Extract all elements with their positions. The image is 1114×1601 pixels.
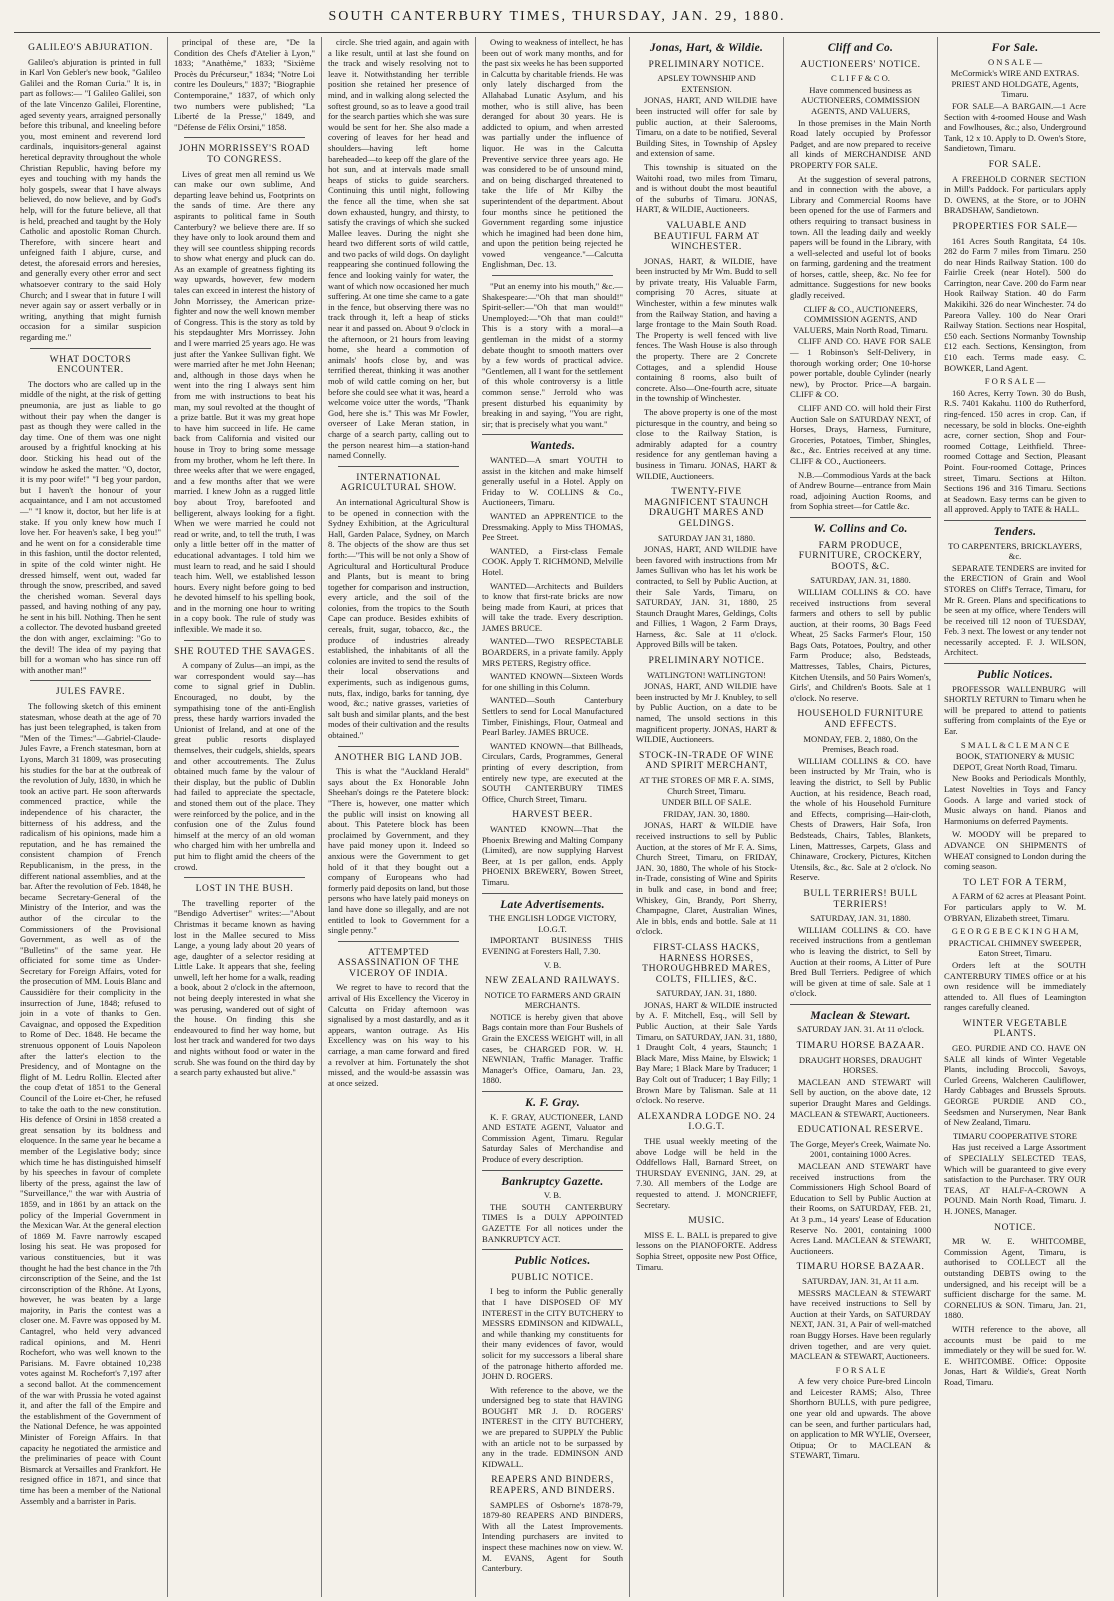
article-heading: PRELIMINARY NOTICE.: [648, 58, 765, 70]
paragraph: WANTED KNOWN—That the Phoenix Brewing and Malting Company (Limited), are now supplying Harvest Beer, at 1s per gallon, ends. Apply PHOENIX BREWERY, Bowen Street, Timaru.: [482, 823, 623, 887]
paragraph: GEO. PURDIE AND CO. HAVE ON SALE all kinds of Winter Vegetable Plants, including Broccoli, Savoys, Curled Greens, Walcheren Cauliflower, Hardy Cabbages and Brussels Sprouts. GEORGE PURDIE AND CO., Seedsmen and Nurserymen, Near Bank of New Zealand, Timaru.: [944, 1043, 1086, 1128]
article-heading: NEW ZEALAND RAILWAYS.: [485, 975, 620, 987]
section-rule: [482, 1249, 623, 1250]
article-heading: AUCTIONEERS' NOTICE.: [800, 58, 921, 70]
centered-line: C L I F F & C O.: [831, 73, 890, 84]
paragraph: At the suggestion of several patrons, and in connection with the above, a Library and Commercial Rooms have been opened for the use of Farmers and others requiring to transact business in town. All the leading daily and weekly papers will be found in the Library, with a well-selected and useful lot of books on farming, gardening and the treatment of horses, cattle, sheep, &c. No fee for admittance. Suggestions for new books gladly received.: [790, 173, 931, 301]
paragraph: WANTED an APPRENTICE to the Dressmaking. Apply to Miss THOMAS, Pee Street.: [482, 510, 623, 543]
masthead: SOUTH CANTERBURY TIMES, THURSDAY, JAN. 29, 1880.: [14, 6, 1100, 33]
centered-line: The Gorge, Meyer's Creek, Waimate No. 2001, containing 1000 Acres.: [790, 1138, 931, 1160]
centered-line: G E O R G E B E C K I N G H A M,: [951, 926, 1079, 937]
centered-line: THE ENGLISH LODGE VICTORY, I.O.G.T.: [488, 913, 617, 934]
paragraph: With reference to the above, we the undersigned beg to state that HAVING BOUGHT MR J. D. ROGERS' INTEREST in the CITY BUTCHERY, we are prepared to SUPPLY the Public with an article not to be surpassed by any in the trade. EDMINSON AND KIDWALL.: [482, 1384, 623, 1469]
paragraph: WANTED—Architects and Builders to know that first-rate bricks are now being made from Kauri, at prices that will take the trade. Every description. JAMES BRUCE.: [482, 580, 623, 633]
centered-line: O N S A L E —: [987, 56, 1043, 67]
article-heading: ATTEMPTED ASSASSINATION OF THE VICEROY OF INDIA.: [337, 946, 460, 979]
column-rule: [184, 877, 305, 878]
paragraph: SEPARATE TENDERS are invited for the ERECTION of Grain and Wool STORES on Cliff's Terrace, Timaru, for Mr R. Green. Plans and specifications to be seen at my office, where Tenders will be received till 12 noon of TUESDAY, Feb. 3 next. The lowest or any tender not necessarily accepted. F. J. WILSON, Architect.: [944, 562, 1086, 658]
centered-line: BOOK, STATIONERY & MUSIC DEPOT, Great North Road, Timaru.: [952, 751, 1078, 772]
paragraph: WILLIAM COLLINS & CO. have been instructed by Mr Train, who is leaving the district, to Sell by Public Auction, at his residence, Beach road, the whole of his Household Furniture and Effects, comprising—Hair-cloth, Chests of Drawers, Hair Sofa, Iron Bedsteads, Chairs, Tables, Blankets, Linen, Mattresses, Carpets, Glass and Chinaware, Crockery, Pictures, Kitchen Utensils, &c., &c. Sale at 2 o'clock. No Reserve.: [790, 755, 931, 883]
paragraph: The above property is one of the most picturesque in the country, and being so close to the Railway Station, is admirably adapted for a country residence for any gentleman having a business in Timaru. JONAS, HART & WILDIE, Auctioneers.: [636, 407, 777, 481]
paragraph: JONAS, HART, AND WILDIE have been favored with instructions from Mr James Sullivan who has let his work be contracted, to Sell by Public Auction, at their Sale Yards, Timaru, on SATURDAY, JAN. 31, 1880, 25 Staunch Draught Mares, Geldings, Colts and Fillies, 1 Wagon, 2 Farm Drays, Harness, &c. Sale at 11 o'clock. Approved Bills will be taken.: [636, 544, 777, 650]
column-5: [630, 37, 784, 1597]
paragraph: Lives of great men all remind us We can make our own sublime, And departing leave behind us, Footprints on the sands of time. Are there any aspirants to political fame in South Canterbury? we believe there are. If so they have only to look around them and they will see countless shipping records to show what energy and pluck can do. As an example of greatness fighting its way upwards, however, few modern tales can exceed in interest the history of John Morrissey, the American prize-fighter and now the well known member of Congress. This is the story as told by his stepdaughter Mrs Morrissey. John and I were married 25 years ago. He was just after the Yankee Sullivan fight. We were married after he met John Heenan; and, although in those days when he went into the ring I always sent him from me with instructions to beat his man, my soul revolted at the thought of a prize battle. But it was my great hope to have him succeed in life. He came back from California and visited our house in Troy to bring some message from my brother, whom he left there. In three weeks after that we were engaged, and a few months after that we were married. I knew John as a rugged little boy about Troy, barefooted and belligerent, always looking for a fight. When we were married he could not read or write, and, to tell the truth, I was only a little better off in the matter of educational advantages. I told him we must learn to read, and he said I should teach him. Well, we established lesson hours. Every night before going to bed he devoted himself to his spelling book, and in the morning one hour to writing in a copy book. The rule of study was inflexible. We made it so.: [174, 168, 315, 635]
centered-line: V. B.: [543, 959, 562, 970]
paragraph: 161 Acres South Rangitata, £4 10s. 282 do Farm 7 miles from Timaru. 250 do near Hinds Railway Station. 100 do Fairlie Creek (near Hotel). 500 do Carrington, near Cave. 200 do Farm near Hook Railway Station. 40 do Farm Makikihi. 326 do near Winchester. 74 do Pareora Valley. 100 do Near Orari Railway Station. Sections near Hospital, £50 each. Sections Normanby Township £12 each. Sections, Kensington, from £10 each. Terms made easy. C. BOWKER, Land Agent.: [944, 235, 1086, 373]
paragraph: principal of these are, "De la Condition des Chefs d'Atelier à Lyon," 1833; "Anathème," 1833; "Sixième Procès du Précurseur," 1834; "Notre Loi contre les Douleurs," 1837; "Biographie Contemporaine," 1837, of which only two numbers were published; "La Liberté de la Presse," 1849, and "Défense de Félix Orsini," 1858.: [174, 37, 315, 132]
article-heading: FARM PRODUCE, FURNITURE, CROCKERY, BOOTS, &C.: [798, 539, 923, 572]
paragraph: JONAS, HART, & WILDIE, have been instructed by Mr Wm. Budd to sell by private treaty, His Valuable Farm, comprising 70 Acres, situate at Winchester, within a few minutes walk from the Railway Station, and having a large frontage to the Main South Road. The Property is well fenced with live fences. The Wash House is also through the property. There are 2 Concrete Cottages, and a splendid House containing 8 rooms, also built of concrete. Also—One-fourth acre, situate in the township of Winchester.: [636, 255, 777, 404]
column-6: [784, 37, 938, 1597]
paragraph: NOTICE is hereby given that above Bags contain more than Four Bushels of Grain the EXCESS WEIGHT will, in all cases, be CHARGED FOR. W. H. NEWNIAN, Traffic Manager. Traffic Manager's Office, Oamaru, Jan. 23, 1880.: [482, 1011, 623, 1086]
article-heading: TIMARU HORSE BAZAAR.: [796, 1261, 925, 1273]
section-rule: [790, 517, 931, 518]
paragraph: WILLIAM COLLINS & CO. have received instructions from a gentleman who is leaving the district, to Sell by Auction at their rooms, A Litter of Pure Bred Bull Terriers. Pedigree of which will be given at time of sale. Sale at 1 o'clock.: [790, 924, 931, 999]
section-heading: W. Collins and Co.: [813, 522, 908, 535]
paragraph: I beg to inform the Public generally that I have DISPOSED OF MY INTEREST in the CITY BUTCHERY to MESSRS EDMINSON and KIDWALL, and while thanking my constituents for their many evidences of favor, would solicit for my successors a liberal share of the patronage hitherto afforded me. JOHN D. ROGERS.: [482, 1286, 623, 1382]
centered-line: S M A L L & C L E M A N C E: [960, 739, 1070, 750]
article-heading: PRELIMINARY NOTICE.: [648, 655, 765, 667]
column-1: [14, 37, 168, 1597]
article-heading: ALEXANDRA LODGE NO. 24 I.O.G.T.: [637, 1110, 776, 1133]
paragraph: JONAS, HART & WILDIE instructed by A. F. Mitchell, Esq., will Sell by Public Auction, at their Sale Yards Timaru, on SATURDAY, JAN. 31, 1880, 1 Draught Colt, 4 years, Staunch; 1 Black Mare, Miss Maine, by Elswick; 1 Bay Mare; 1 Black Mare by Traducer; 1 Bay Colt out of Traducer; 1 Bay Filly; 1 Brown Mare by Talisman. Sale at 11 o'clock. No reserve.: [636, 999, 777, 1106]
paragraph: circle. She tried again, and again with a like result, until at last she found on the track and wisely resolving not to leave it. Notwithstanding her terrible position she retained her presence of mind, and in walking along selected the softest ground, so as to leave a good trail for the search parties which she was sure would be sent for her. She also made a covering of leaves for her head and shoulders—having left home bareheaded—to keep off the glare of the hot sun, and at intervals made small heaps of sticks to guide searchers. Continuing this until night, following the fence all the time, when she sat down exhausted, hungry, and thirsty, to satisfy the cravings of which she sucked Mallee leaves. During the night she heard two different sorts of wild cattle, and two packs of wild dogs. On daylight reappearing she continued following the fence and looking vainly for water, the want of which now occasioned her much suffering. At one time she came to a gate in the fence, but observing there was no track through it, left a heap of sticks near it and passed on. About 9 o'clock in the afternoon, or 21 hours from leaving home, she heard a commotion of animals' hoofs close by, and was terrified thereat, thinking it was another mob of wild cattle coming on her, but before she could see what it was, heard a welcome voice utter the words, "Thank God, here she is." This was Mr Fowler, overseer of Lake Meran station, in charge of a search party, calling out to the person nearest him—a station-hand named Connelly.: [328, 37, 469, 461]
column-rule: [184, 137, 305, 138]
centered-line: WATLINGTON! WATLINGTON!: [646, 669, 767, 680]
section-heading: Maclean & Stewart.: [810, 1009, 911, 1022]
paragraph: WITH reference to the above, all accounts must be paid to me immediately or they will be sued for. W. E. WHITCOMBE. Office: Opposite Jonas, Hart & Wildie's, Great North Road, Timaru.: [944, 1323, 1086, 1387]
column-7: [938, 37, 1092, 1597]
article-heading: FOR SALE.: [988, 158, 1042, 170]
article-heading: TWENTY-FIVE MAGNIFICENT STAUNCH DRAUGHT MARES AND GELDINGS.: [644, 486, 769, 529]
paragraph: WANTED—TWO RESPECTABLE BOARDERS, in a private family. Apply MRS PETERS, Registry office.: [482, 636, 623, 668]
article-heading: HARVEST BEER.: [512, 809, 593, 821]
article-heading: WHAT DOCTORS ENCOUNTER.: [49, 353, 132, 376]
section-heading: Public Notices.: [514, 1255, 591, 1268]
centered-line: CLIFF & CO., AUCTIONEERS, COMMISSION AGENTS, AND VALUERS, Main North Road, Timaru.: [793, 303, 928, 335]
paragraph: WANTED KNOWN—that Billheads, Circulars, Cards, Programmes, General printing of every description, from entirely new type, are executed at the SOUTH CANTERBURY TIMES Office, Church Street, Timaru.: [482, 740, 623, 804]
paragraph: JONAS, HART, AND WILDIE have been instructed will offer for sale by public auction, at their Salerooms, Timaru, on a date to be notified, Several Building Sites, in Township of Apsley and extension of same.: [636, 95, 777, 159]
paragraph: WANTED—South Canterbury Settlers to send for Local Manufactured Timber, Finishings, Flour, Oatmeal and Pearl Barley. JAMES BRUCE.: [482, 695, 623, 738]
section-rule: [944, 663, 1086, 664]
paragraph: MACLEAN AND STEWART have received instructions from the Commissioners High School Board of Education to Sell by Public Auction at their Rooms, on SATURDAY, FEB. 21, At 3 p.m., 14 years' Lease of Education Reserve No. 2001, containing 1000 Acres Land. MACLEAN & STEWART, Auctioneers.: [790, 1161, 931, 1256]
paragraph: CLIFF AND CO. HAVE FOR SALE— 1 Robinson's Self-Delivery, in thorough working order; One 10-horse power portable, double Cylinder (nearly new), by Proctor. Price—A bargain. CLIFF & CO.: [790, 336, 931, 400]
centered-line: Have commenced business as AUCTIONEERS, COMMISSION AGENTS, AND VALUERS,: [801, 84, 920, 116]
paragraph: The following sketch of this eminent statesman, whose death at the age of 70 has just been telegraphed, is taken from "Men of the Times:"—Gabriel-Claude-Jules Favre, a French statesman, born at Lyons, March 31 1809, was prosecuting his studies for the bar at the outbreak of the revolution of July, 1830, in which he took an active part. He soon afterwards commenced practice, while the independence of his character, the bitterness of his address, and the radicalism of his opinions, made him a reputation, and he has remained the consistent champion of French Republicanism, in the press, in the different national assemblies, and at the bar. After the revolution of Feb. 1848, he became Secretary-General of the Ministry of the Interior, and was the author of the circular to the Commissioners of the Provisional Government, as well as of the "Bulletins" of the same year. He officiated for some time as Under-Secretary for Foreign Affairs, voted for the prosecution of MM. Louis Blanc and Caussidière for their complicity in the insurrection of June, 1848; refused to join in a vote of thanks to Gen. Cavaignac, and opposed the Expedition to Rome of Dec. 1848. He became the strenuous opponent of Louis Napoleon after the latter's election to the Presidency, and of Montagne on the flight of M. Ledru Rollin. Elected after the coup d'etat of 1851 to the General Council of the Loire et-Cher, he refused to take the oath to the new constitution. His defence of Orsini in 1858 created a great sensation by its boldness and eloquence. In the same year he became a member of the Legislative body; since which time he has distinguished himself by his speeches in favour of complete liberty of the press, against the law of "Surveillance," the war with Austria of 1859, and in 1861 by an attack on the policy of the Imperial Government in the Mexican War. At the general election of 1869 M. Favre narrowly escaped losing his seat. He was proposed for various constituencies, but it was thought he had the best chance in the 7th circonscription of the Seine, and the 1st circonscription of the Rhône. At Lyons, however, he was beaten by a large majority, in Paris the contest was a closer one. M. Favre was opposed by M. Cantagrel, who held very advanced radical opinions, and M. Henri Rochefort, who was well known to the Parisians. M. Favre obtained 10,238 votes against M. Rochefort's 7,197 after a second ballot. At the commencement of the war with Prussia he voted against it, and after the fall of the Empire and the establishment of the Government of the National Defence, he was appointed Minister of Foreign Affairs. In that capacity he negotiated the armistice and the preliminaries of peace with Count Bismarck at Versailles and Frankfort. He resigned office in 1871, and since that time has been a member of the National Assembly and a barrister in Paris.: [20, 701, 161, 1506]
article-heading: PUBLIC NOTICE.: [511, 1271, 594, 1283]
section-heading: K. F. Gray.: [525, 1097, 580, 1110]
paragraph: JONAS, HART & WILDIE have received instructions to sell by Public Auction, at the stores of Mr F. A. Sims, Church Street, Timaru, on FRIDAY, JAN. 30, 1880, The whole of his Stock-in-Trade, consisting of Wine and Spirits in bulk and case, in bond and free; Whiskey, Gin, Brandy, Port Sherry, Champagne, Claret, Australian Wines, Ale in bbls, ends and bottle. Sale at 11 o'clock.: [636, 820, 777, 937]
paragraph: MACLEAN AND STEWART will Sell by auction, on the above date, 12 superior Draught Mares and Geldings. MACLEAN & STEWART, Auctioneers.: [790, 1076, 931, 1119]
article-heading: PROPERTIES FOR SALE—: [952, 220, 1078, 232]
article-heading: ANOTHER BIG LAND JOB.: [334, 751, 463, 763]
paragraph: THE SOUTH CANTERBURY TIMES Is a DULY APPOINTED GAZETTE For all notices under the BANKRUPTCY ACT.: [482, 1201, 623, 1244]
article-heading: MUSIC.: [688, 1215, 725, 1227]
paragraph: MESSRS MACLEAN & STEWART have received instructions to Sell by Auction at their Yards, on SATURDAY NEXT, JAN. 31, A Pair of well-matched roan Buggy Horses. Have been regularly driven together, and are very quiet. MACLEAN & STEWART, Auctioneers.: [790, 1287, 931, 1362]
centered-line: SATURDAY JAN. 31. At 11 o'clock.: [796, 1024, 925, 1035]
paragraph: An international Agricultural Show is to be opened in connection with the Sydney Exhibition, at the Agricultural Hall, Garden Palace, Sydney, on March 8. The objects of the show are thus set forth:—"This will be not only a Show of Agricultural and Horticultural Produce and Plants, but is meant to bring together for comparison and instruction, every article, and the soil of the colonies, from the tropics to the South Cape can produce. Besides exhibits of cereals, fruit, sugar, tobacco, &c., the produce of industries already established, the inhabitants of all the colonies are invited to send the results of their local observations and experiments, such as indigenous gums, nuts, flax, indigo, barks for tanning, dye wood, &c.; native grasses, varieties of salt bush and similar plants, and the best modes of their cultivation and the results obtained.": [328, 496, 469, 740]
centered-line: AT THE STORES OF MR F. A. SIMS, Church Street, Timaru.: [639, 775, 774, 796]
paragraph: Has just received a Large Assortment of SPECIALLY SELECTED TEAS, Which will be guaranteed to give every satisfaction to the Purchaser. TRY OUR TEAS, AT HALF-A-CROWN A POUND. Main North Road, Timaru. J. H. JONES, Manager.: [944, 1142, 1086, 1216]
paragraph: N.B.—Commodious Yards at the back of Andrew Bourne—entrance from Main road, adjoining Auction Rooms, and from Sophia street—for Cattle &c.: [790, 469, 931, 512]
column-2: [168, 37, 322, 1597]
article-heading: LOST IN THE BUSH.: [195, 883, 294, 895]
paragraph: THE usual weekly meeting of the above Lodge will be held in the Oddfellows Hall, Barnard Street, on THURSDAY EVENING, JAN. 29, at 7.30. All members of the Lodge are requested to attend. J. MONCRIEFF, Secretary.: [636, 1136, 777, 1210]
section-rule: [790, 1004, 931, 1005]
section-heading: For Sale.: [991, 42, 1039, 54]
centered-line: McCormick's WIRE AND EXTRAS. PRIEST AND HOLDGATE, Agents, Timaru.: [950, 68, 1080, 100]
article-heading: FIRST-CLASS HACKS, HARNESS HORSES, THOROUGHBRED MARES, COLTS, FILLIES, &C.: [642, 941, 771, 985]
centered-line: SATURDAY, JAN. 31, 1880.: [810, 575, 911, 586]
article-heading: NOTICE.: [994, 1221, 1036, 1233]
paragraph: IMPORTANT BUSINESS THIS EVENING at Foresters Hall, 7.30.: [482, 935, 623, 956]
centered-line: SATURDAY, JAN. 31, At 11 a.m.: [802, 1275, 919, 1286]
section-rule: [944, 520, 1086, 521]
centered-line: SATURDAY JAN 31, 1880.: [657, 532, 755, 543]
centered-line: TO CARPENTERS, BRICKLAYERS, &c.: [948, 540, 1082, 562]
paragraph: CLIFF AND CO. will hold their First Auction Sale on SATURDAY NEXT, of Horses, Drays, Harness, Furniture, Groceries, Potatoes, Timber, Shingles, &c., &c. Entries received at any time. CLIFF & CO., Auctioneers.: [790, 403, 931, 466]
centered-line: SATURDAY, JAN. 31, 1880.: [656, 988, 757, 999]
article-heading: STOCK-IN-TRADE OF WINE AND SPIRIT MERCHANT,: [639, 749, 774, 772]
section-heading: Bankruptcy Gazette.: [501, 1175, 604, 1188]
section-heading: Jonas, Hart, & Wildie.: [649, 42, 764, 54]
paragraph: Owing to weakness of intellect, he has been out of work many months, and for the past six weeks he has been supported in Calcutta by charitable friends. He was only lately discharged from the Allahabad Lunatic Asylum, and his mother, who is still alive, has been deranged for about 30 years. He is addicted to opium, and when arrested was partially under the influence of liquor. He was in the Calcutta Preventive service three years ago. He was considered to be of unsound mind, and on being discharged threatened to take the life of Mr Kilby the superintendent of the department. About four months since he petitioned the Government regarding some injustice which he imagined had been done him, and upon the petition being rejected he vowed vengeance."—Calcutta Englishman, Dec. 13.: [482, 37, 623, 270]
centered-line: SATURDAY, JAN. 31, 1880.: [810, 913, 911, 924]
paragraph: K. F. GRAY, AUCTIONEER, LAND AND ESTATE AGENT, Valuator and Commission Agent, Timaru. Regular Saturday Sales of Merchandise and Produce of every description.: [482, 1111, 623, 1164]
paragraph: "Put an enemy into his mouth," &c.—Shakespeare:—"Oh that man should!" Spirit-seller:—"Oh that man would!" Unemployed:—"Oh that man could!" This is a story with a moral—a gentleman in the midst of a stormy debate thought to smooth matters over by a few words of practical advice. "Gentlemen, all I want for the settlement of this whole controversy is a little common sense." Jerrold who was present disturbed his equanimity by breaking in and saying, "You are right, sir; that is precisely what you want.": [482, 281, 623, 429]
paragraph: In those premises in the Main North Road lately occupied by Professor Padget, and are now prepared to receive all kinds of MERCHANDISE AND PROPERTY FOR SALE.: [790, 117, 931, 170]
columns: [14, 37, 1100, 1597]
article-heading: WINTER VEGETABLE PLANTS.: [962, 1017, 1068, 1040]
section-heading: Tenders.: [993, 525, 1037, 538]
paragraph: A company of Zulus—an impi, as the war correspondent would say—has come to signal grief in Dublin. Encouraged, no doubt, by the sympathising tone of the anti-English press, these hardy warriors invaded the Unionist of Ireland, and at one of the great public resorts displayed themselves, their cudgels, shields, spears and other accoutrements. The Zulus obtained much fame by the valour of their display, but the public of Dublin had failed to appreciate the spectacle, and stoned them out of the place. They were reinforced by the police, and in the confusion one of the Zulus found himself at the mercy of an old woman who charged him with her umbrella and put him to flight amid the cheers of the crowd.: [174, 660, 315, 872]
column-rule: [184, 640, 305, 641]
paragraph: We regret to have to record that the arrival of His Excellency the Viceroy in Calcutta on Friday afternoon was signalised by a most dastardly, and as it appears, wanton outrage. As His Excellency was on his way to his carriage, a man came forward and fired a revolver at him. Fortunately the shot missed, and the would-be assassin was at once seized.: [328, 982, 469, 1088]
section-heading: Cliff and Co.: [827, 42, 894, 54]
paragraph: New Books and Periodicals Monthly, Latest Novelties in Toys and Fancy Goods. A large and varied stock of Music always on hand. Pianos and Harmoniums on deferred Payments.: [944, 773, 1086, 826]
paragraph: A few very choice Pure-bred Lincoln and Leicester RAMS; Also, Three Shorthorn BULLS, with pure pedigree, one year old and upwards. The above can be seen, and further particulars had, on application to MR WYLIE, Overseer, Otipua; Or to MACLEAN & STEWART, Timaru.: [790, 1376, 931, 1461]
section-rule: [482, 1091, 623, 1092]
paragraph: WANTED, a First-class Female COOK. Apply T. RICHMOND, Melville Hotel.: [482, 545, 623, 577]
column-rule: [338, 941, 459, 942]
paragraph: WILLIAM COLLINS & CO. have received instructions from several farmers and others to sell by public auction, at their rooms, 30 Bags Feed Wheat, 25 Sacks Farmer's Flour, 150 Bags Oats, Potatoes, Poultry, and other Farm Produce; also, Bedsteads, Mattresses, Tables, Chairs, Pictures, Kitchen Utensils, and 50 Pairs Women's, Girls', and Children's Boots. Sale at 1 o'clock. No reserve.: [790, 586, 931, 703]
paragraph: A FREEHOLD CORNER SECTION in Mill's Paddock. For particulars apply D. OWENS, at the Store, or to JOHN BRADSHAW, Sandietown.: [944, 173, 1086, 216]
article-heading: BULL TERRIERS! BULL TERRIERS!: [803, 887, 918, 910]
paragraph: SAMPLES of Osborne's 1878-79, 1879-80 REAPERS AND BINDERS, With all the Latest Improvements. Intending purchasers are invited to inspect these machines now on view. W. M. EVANS, Agent for South Canterbury.: [482, 1499, 623, 1574]
centered-line: NOTICE TO FARMERS AND GRAIN MERCHANTS.: [484, 989, 621, 1011]
paragraph: This is what the "Auckland Herald" says about the Ex Honorable John Sheehan's doings re the Patetere block: "There is, however, one matter which the public will insist on knowing all about. This Patetere block has been proclaimed by Government, and they have paid money upon it. Indeed so anxious were the Government to get hold of it that they bought out a company of Europeans who had formerly paid deposits on land, but those persons who have lately paid moneys on land have done so illegally, and are not entitled to look to Government for a single penny.": [328, 766, 469, 936]
article-heading: GALILEO'S ABJURATION.: [28, 42, 153, 53]
paragraph: This township is situated on the Waitohi road, two miles from Timaru, and is without doubt the most beautiful of the suburbs of Timaru. JONAS, HART, & WILDIE, Auctioneers.: [636, 161, 777, 215]
article-heading: TIMARU HORSE BAZAAR.: [796, 1040, 925, 1052]
centered-line: V. B.: [543, 1190, 562, 1201]
centered-line: F O R S A L E —: [984, 376, 1046, 387]
paragraph: PROFESSOR WALLENBURG will SHORTLY RETURN to Timaru when he will be prepared to attend to patients suffering from complaints of the Eye or Ear.: [944, 683, 1086, 737]
centered-line: F O R S A L E: [835, 1364, 886, 1375]
paragraph: The doctors who are called up in the middle of the night, at the risk of getting pneumonia, are just as liable to go without their pay when the danger is past as though they were called in the day time. One of them was one night aroused by a frightful knocking at his door. Sticking his head out of the window he asked the matter. "O, doctor, it is my poor wife!" "I beg your pardon, but I haven't the honour of your acquaintance, and I am not accustomed—" "I know it, doctor, but her life is at stake. If you only knew how much I love her. For heaven's sake, I beg you!" and he went on for a considerable time in this fashion, until the doctor relented, in spite of the cold winter night. He dressed himself, went out, waded far through the snow, prescribed, and saved the cherished woman. Several days passed, and having nothing of any pay, he sent in his bill. Nothing. Then he sent a collector. The devoted husband greeted the don with anger, exclaiming: "Go to the devil! The idea of my paying that bill for a woman who has since run off with another man!": [20, 378, 161, 675]
column-rule: [492, 275, 613, 276]
column-rule: [338, 466, 459, 467]
article-heading: SHE ROUTED THE SAVAGES.: [174, 645, 315, 657]
paragraph: MISS E. L. BALL is prepared to give lessons on the PIANOFORTE. Address Sophia Street, opposite new Post Office, Timaru.: [636, 1229, 777, 1272]
column-rule: [30, 680, 151, 681]
paragraph: 160 Acres, Kerry Town. 30 do Bush, R.S. 7401 Kakahu. 1100 do Rutherford, ring-fenced. 150 acres in crop. Can, if necessary, be sold in blocks. One-eighth acre, corner section, Shop and Four-roomed Cottage, Leithfield. Three-roomed Cottage and Section, Pleasant Point. Four-roomed Cottage, Princes street, Timaru. Sections at Hilton. Sections 196 and 316 Timaru. Sections at Seadown. Easy terms can be given to all approved. Apply to TATE & HALL.: [944, 387, 1086, 515]
paragraph: Galileo's abjuration is printed in full in Karl Von Gebler's new book, "Galileo Galilei and the Roman Curia." It is, in part as follows:— "I Galileo Galilei, son of the late Vincenzo Galilei, Florentine, aged seventy years, arraigned personally before this tribunal, and kneeling before you, most eminent and reverend lord cardinals, inquisitors-general against heretical depravity throughout the whole Christian Republic, having before my eyes and touching with my hands the holy gospels, swear that I have always believed, do now believe, and by God's help, will for the future believe, all that is held, preached and taught by the Holy Catholic and apostolic Roman Church. Therefore, with sincere heart and unfeigned faith I abjure, curse, and detest, the aforesaid errors and heresies, and generally every other error and sect whatsoever contrary to the said Holy Church; and I swear that in future I will never again say or assert verbally or in writing, anything that might furnish occasion for a similar suspicion regarding me.": [20, 56, 161, 343]
paragraph: A FARM of 62 acres at Pleasant Point. For particulars apply to W. M. O'BRYAN, Elizabeth street, Timaru.: [944, 891, 1086, 923]
article-heading: HOUSEHOLD FURNITURE AND EFFECTS.: [797, 708, 924, 731]
section-rule: [482, 893, 623, 894]
paragraph: WANTED—A smart YOUTH to assist in the kitchen and make himself generally useful in a Hotel. Apply on Friday to W. COLLINS & Co., Auctioneers, Timaru.: [482, 454, 623, 508]
column-3: [322, 37, 476, 1597]
paragraph: FOR SALE—A BARGAIN.—1 Acre Section with 4-roomed House and Wash and Fowlhouses, &c.; also, Underground Tank, 12 x 10. Apply to D. Owen's Store, Sandietown, Timaru.: [944, 100, 1086, 154]
article-heading: INTERNATIONAL AGRICULTURAL SHOW.: [340, 471, 457, 494]
centered-line: TIMARU COOPERATIVE STORE: [953, 1130, 1077, 1141]
section-rule: [482, 1170, 623, 1171]
paragraph: JONAS, HART, AND WILDIE have been instructed by Mr J. Knubley, to sell by Public Auction, on a date to be named, The unsold sections in this magnificent property. JONAS, HART & WILDIE, Auctioneers.: [636, 681, 777, 745]
column-rule: [338, 746, 459, 747]
article-heading: JULES FAVRE.: [55, 686, 126, 698]
centered-line: APSLEY TOWNSHIP AND EXTENSION.: [657, 73, 756, 94]
centered-line: PRACTICAL CHIMNEY SWEEPER, Eaton Street, Timaru.: [948, 937, 1082, 959]
paragraph: WANTED KNOWN—Sixteen Words for one shilling in this Column.: [482, 671, 623, 692]
section-rule: [482, 434, 623, 435]
section-heading: Wanteds.: [529, 440, 576, 453]
section-heading: Late Advertisements.: [500, 898, 605, 911]
column-4: [476, 37, 630, 1597]
section-heading: Public Notices.: [976, 669, 1054, 682]
paragraph: MR W. E. WHITCOMBE, Commission Agent, Timaru, is authorised to COLLECT all the outstanding DEBTS owing to the undersigned, and his receipt will be a sufficient discharge for the same. M. CORNELIUS & SON. Timaru, Jan. 21, 1880.: [944, 1236, 1086, 1321]
centered-line: DRAUGHT HORSES, DRAUGHT HORSES.: [798, 1054, 923, 1076]
article-heading: TO LET FOR A TERM,: [963, 876, 1067, 888]
centered-line: MONDAY, FEB. 2, 1880, On the Premises, Beach road.: [803, 733, 918, 755]
column-rule: [30, 348, 151, 349]
paragraph: Orders left at the SOUTH CANTERBURY TIMES office or at his own residence will be immediately attended to. All flues of Leamington ranges carefully cleaned.: [944, 959, 1086, 1013]
article-heading: JOHN MORRISSEY'S ROAD TO CONGRESS.: [178, 143, 311, 165]
article-heading: VALUABLE AND BEAUTIFUL FARM AT WINCHESTER.: [653, 219, 760, 253]
article-heading: REAPERS AND BINDERS, REAPERS, AND BINDERS.: [489, 1474, 616, 1497]
centered-line: UNDER BILL OF SALE.: [661, 797, 752, 808]
centered-line: FRIDAY, JAN. 30, 1880.: [663, 808, 750, 819]
article-heading: EDUCATIONAL RESERVE.: [797, 1124, 924, 1136]
paragraph: W. MOODY will be prepared to ADVANCE ON SHIPMENTS of WHEAT consigned to London during the coming season.: [944, 829, 1086, 872]
paragraph: The travelling reporter of the "Bendigo Advertiser" writes:—"About Christmas it became known as having lost in the Mallee secured to Miss Lange, a young lady about 20 years of age, daughter of a selector residing at Little Lake. It appears that she, feeling unwell, left her home for a walk, reading a book, about 2 o'clock in the afternoon, not being deeply interested in what she was perusing, wandered out of sight of the house. On finding this she endeavoured to find her way home, but lost her track and wandered for two days and nights without food or water in the scrub. She was found on the third day by a search party exhausted but alive.": [174, 897, 315, 1078]
